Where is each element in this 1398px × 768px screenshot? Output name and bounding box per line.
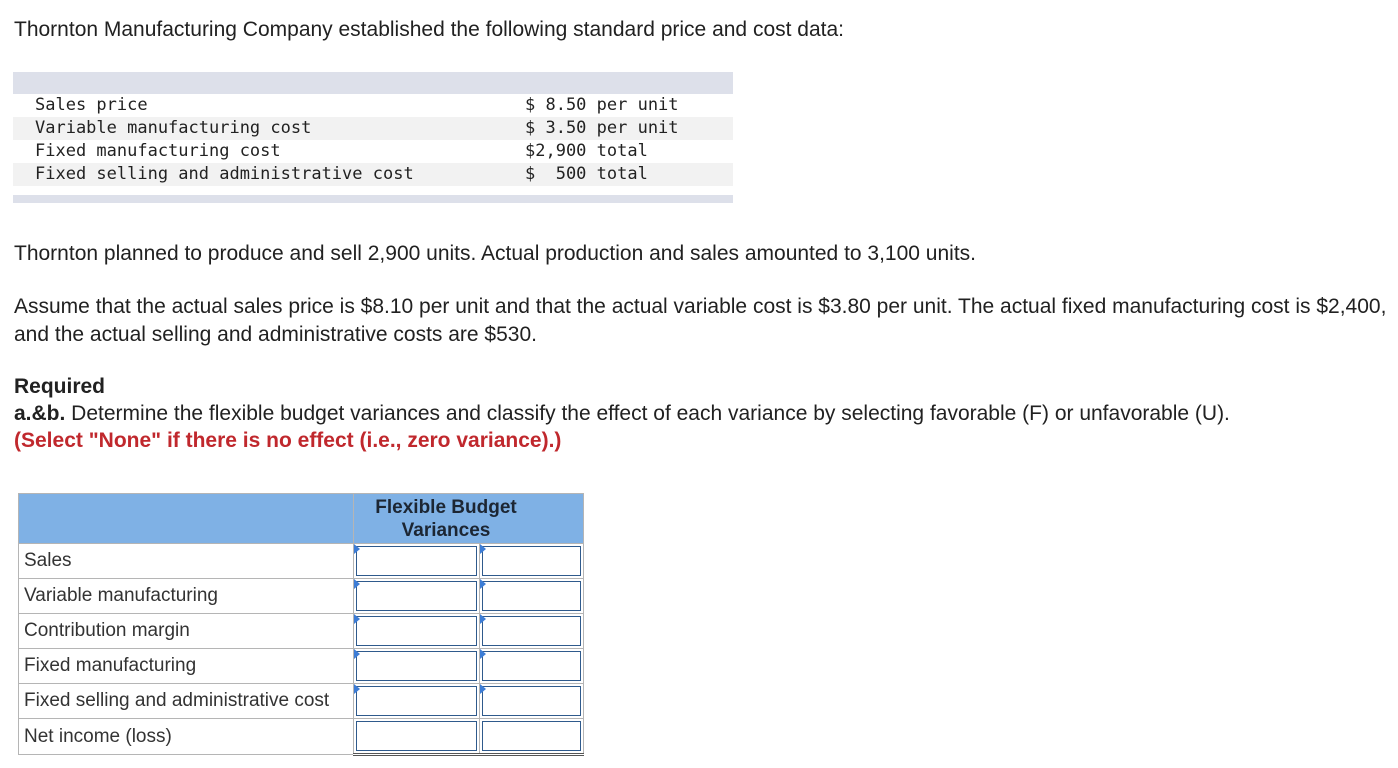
variance-effect-select[interactable]: [480, 579, 584, 614]
row-label: Fixed selling and administrative cost: [35, 164, 414, 184]
row-label: Net income (loss): [19, 719, 354, 755]
row-label: Variable manufacturing: [19, 579, 354, 614]
variance-amount-input[interactable]: [354, 649, 480, 684]
required-heading: Required: [14, 375, 106, 398]
table-row: [19, 544, 584, 579]
row-label: Fixed manufacturing: [19, 649, 354, 684]
actual-costs-paragraph: Assume that the actual sales price is $8.10 per unit and that the actual variable cost is $3.80 per unit. The actual fixed manufacturing cost is $2,400, and the actual selling and administrative costs are $530.: [14, 295, 1387, 346]
table-top-band: [13, 72, 733, 94]
intro-text: Thornton Manufacturing Company established the following standard price and cost data:: [14, 18, 844, 41]
planned-units-paragraph: Thornton planned to produce and sell 2,900 units. Actual production and sales amounted to 3,100 units.: [14, 242, 977, 265]
row-value: $2,900 total: [525, 141, 648, 161]
table-row: [13, 140, 733, 163]
table-row: [19, 614, 584, 649]
row-label: Fixed selling and administrative cost: [19, 684, 354, 719]
row-label: Sales: [19, 544, 354, 579]
variance-amount-input[interactable]: [354, 719, 480, 755]
header-flexible-budget-variances: [354, 494, 584, 544]
answer-table: [18, 493, 584, 756]
row-label: Contribution margin: [19, 614, 354, 649]
table-row: [19, 684, 584, 719]
answer-table-header: [19, 494, 584, 544]
variance-amount-input[interactable]: [354, 684, 480, 719]
row-value: $ 8.50 per unit: [525, 95, 679, 115]
variance-effect-select[interactable]: [480, 719, 584, 755]
row-value: $ 3.50 per unit: [525, 118, 679, 138]
variance-effect-select[interactable]: [480, 649, 584, 684]
table-row: [13, 94, 733, 117]
table-row: [19, 649, 584, 684]
row-label: Variable manufacturing cost: [35, 118, 312, 138]
part-label: a.&b.: [14, 402, 66, 425]
table-row: [13, 117, 733, 140]
variance-effect-select[interactable]: [480, 614, 584, 649]
table-bottom-band: [13, 195, 733, 203]
header-blank: [19, 494, 354, 544]
required-instruction: [14, 402, 1230, 426]
variance-amount-input[interactable]: [354, 544, 480, 579]
variance-amount-input[interactable]: [354, 579, 480, 614]
row-label: Fixed manufacturing cost: [35, 141, 281, 161]
table-row: [13, 163, 733, 186]
standard-data-table: [13, 72, 733, 203]
row-value: $ 500 total: [525, 164, 648, 184]
variance-amount-input[interactable]: [354, 614, 480, 649]
instruction-text: Determine the flexible budget variances and classify the effect of each variance by selecting favorable (F) or unfavorable (U).: [65, 402, 1230, 425]
table-row: [19, 579, 584, 614]
table-row: [19, 719, 584, 755]
row-label: Sales price: [35, 95, 148, 115]
header-label: Flexible Budget Variances: [375, 496, 517, 541]
required-note: (Select "None" if there is no effect (i.e., zero variance).): [14, 429, 562, 452]
variance-effect-select[interactable]: [480, 544, 584, 579]
variance-effect-select[interactable]: [480, 684, 584, 719]
